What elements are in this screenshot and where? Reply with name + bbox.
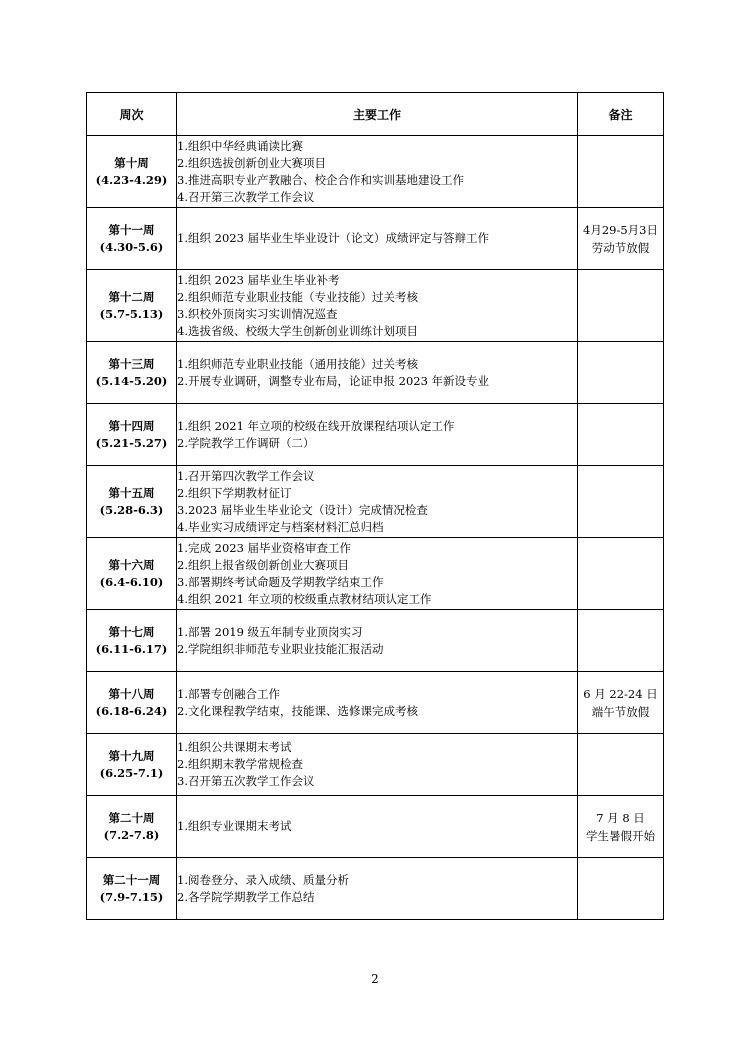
work-cell	[177, 796, 578, 858]
table-body	[87, 136, 664, 920]
week-dates: (5.7-5.13)	[99, 306, 164, 321]
work-cell	[177, 610, 578, 672]
note-cell	[578, 270, 664, 342]
task-item: 2.组织师范专业职业技能（专业技能）过关考核	[177, 289, 418, 304]
week-cell	[87, 734, 177, 796]
week-dates: (6.4-6.10)	[99, 574, 164, 589]
task-item: 2.组织选拔创新创业大赛项目	[177, 155, 326, 170]
task-item: 4.毕业实习成绩评定与档案材料汇总归档	[177, 519, 384, 534]
task-item: 2.组织上报省级创新创业大赛项目	[177, 557, 349, 572]
week-dates: (6.11-6.17)	[95, 641, 168, 656]
note-cell	[578, 858, 664, 920]
week-label: 第二十周	[108, 810, 155, 825]
task-item: 1.组织专业课期末考试	[177, 819, 292, 833]
work-cell	[177, 136, 578, 208]
week-label: 第十三周	[108, 356, 155, 371]
task-item: 2.开展专业调研，调整专业布局，论证申报 2023 年新设专业	[177, 373, 490, 388]
work-cell	[177, 538, 578, 610]
task-item: 1.阅卷登分、录入成绩、质量分析	[177, 872, 349, 887]
task-item: 2.组织下学期教材征订	[177, 485, 292, 500]
table-row	[87, 208, 664, 270]
task-item: 4.召开第三次教学工作会议	[177, 189, 315, 204]
header-note: 备注	[578, 93, 664, 136]
week-cell	[87, 672, 177, 734]
note-cell	[578, 404, 664, 466]
work-cell	[177, 734, 578, 796]
week-cell	[87, 610, 177, 672]
table-row	[87, 610, 664, 672]
week-label: 第十七周	[108, 624, 155, 639]
table-row	[87, 270, 664, 342]
note-line: 学生暑假开始	[586, 828, 655, 843]
task-item: 4.组织 2021 年立项的校级重点教材结项认定工作	[177, 591, 432, 606]
task-item: 2.各学院学期教学工作总结	[177, 889, 315, 904]
note-cell	[578, 610, 664, 672]
note-cell	[578, 136, 664, 208]
week-dates: (6.18-6.24)	[95, 703, 168, 718]
header-week: 周次	[87, 93, 177, 136]
task-item: 2.学院教学工作调研（二）	[177, 435, 315, 450]
page-number: 2	[371, 972, 379, 986]
task-item: 2.文化课程教学结束，技能课、选修课完成考核	[177, 703, 418, 718]
week-label: 第二十一周	[102, 872, 161, 887]
week-cell	[87, 270, 177, 342]
week-dates: (4.23-4.29)	[95, 172, 168, 187]
table-row	[87, 734, 664, 796]
table-row	[87, 136, 664, 208]
week-label: 第十五周	[108, 485, 155, 500]
task-item: 1.组织 2023 届毕业生毕业设计（论文）成绩评定与答辩工作	[177, 231, 490, 245]
week-cell	[87, 858, 177, 920]
task-item: 4.选拔省级、校级大学生创新创业训练计划项目	[177, 323, 418, 338]
task-item: 2.学院组织非师范专业职业技能汇报活动	[177, 641, 384, 656]
note-cell	[578, 734, 664, 796]
week-dates: (5.21-5.27)	[95, 435, 168, 450]
task-item: 1.组织师范专业职业技能（通用技能）过关考核	[177, 356, 418, 371]
task-item: 3.推进高职专业产教融合、校企合作和实训基地建设工作	[177, 172, 464, 187]
table-row	[87, 466, 664, 538]
week-label: 第十一周	[108, 222, 155, 237]
header-work: 主要工作	[177, 93, 578, 136]
note-cell	[578, 466, 664, 538]
task-item: 3.织校外顶岗实习实训情况巡查	[177, 306, 338, 321]
work-cell	[177, 466, 578, 538]
week-label: 第十四周	[108, 418, 155, 433]
week-cell	[87, 538, 177, 610]
week-label: 第十九周	[108, 748, 155, 763]
task-item: 3.2023 届毕业生毕业论文（设计）完成情况检查	[177, 502, 428, 517]
schedule-table	[86, 92, 664, 920]
work-cell	[177, 208, 578, 270]
week-dates: (5.28-6.3)	[99, 502, 164, 517]
note-line: 6 月 22-24 日	[583, 686, 658, 701]
task-item: 1.部署 2019 级五年制专业顶岗实习	[177, 624, 363, 639]
table-row	[87, 342, 664, 404]
week-label: 第十二周	[108, 289, 155, 304]
work-cell	[177, 404, 578, 466]
table-row	[87, 672, 664, 734]
note-line: 4月29-5月3日	[583, 222, 658, 237]
task-item: 1.组织中华经典诵读比赛	[177, 138, 303, 153]
note-line: 端午节放假	[591, 704, 650, 719]
task-item: 1.组织 2021 年立项的校级在线开放课程结项认定工作	[177, 418, 455, 433]
work-cell	[177, 270, 578, 342]
week-dates: (4.30-5.6)	[99, 239, 164, 254]
week-cell	[87, 796, 177, 858]
task-item: 1.组织公共课期末考试	[177, 740, 292, 754]
task-item: 3.召开第五次教学工作会议	[177, 774, 315, 788]
task-item: 1.部署专创融合工作	[177, 686, 280, 701]
task-item: 1.召开第四次教学工作会议	[177, 468, 315, 483]
task-item: 1.完成 2023 届毕业资格审查工作	[177, 540, 352, 555]
week-label: 第十六周	[108, 557, 155, 572]
work-cell	[177, 858, 578, 920]
table-row	[87, 796, 664, 858]
week-cell	[87, 466, 177, 538]
note-cell	[578, 796, 664, 858]
week-label: 第十周	[114, 155, 149, 170]
week-cell	[87, 208, 177, 270]
work-cell	[177, 672, 578, 734]
week-dates: (7.2-7.8)	[103, 827, 160, 842]
table-row	[87, 538, 664, 610]
task-item: 1.组织 2023 届毕业生毕业补考	[177, 272, 340, 287]
week-dates: (5.14-5.20)	[95, 373, 168, 388]
week-dates: (7.9-7.15)	[99, 889, 164, 904]
week-cell	[87, 136, 177, 208]
table-row	[87, 404, 664, 466]
note-cell	[578, 342, 664, 404]
work-cell	[177, 342, 578, 404]
table-header-row	[87, 93, 664, 136]
note-cell	[578, 538, 664, 610]
task-item: 3.部署期终考试命题及学期教学结束工作	[177, 574, 384, 589]
week-cell	[87, 342, 177, 404]
week-label: 第十八周	[108, 686, 155, 701]
note-cell	[578, 672, 664, 734]
note-line: 7 月 8 日	[596, 810, 645, 825]
note-cell	[578, 208, 664, 270]
week-cell	[87, 404, 177, 466]
week-dates: (6.25-7.1)	[99, 765, 164, 780]
table-row	[87, 858, 664, 920]
task-item: 2.组织期末教学常规检查	[177, 757, 303, 771]
note-line: 劳动节放假	[591, 240, 650, 255]
